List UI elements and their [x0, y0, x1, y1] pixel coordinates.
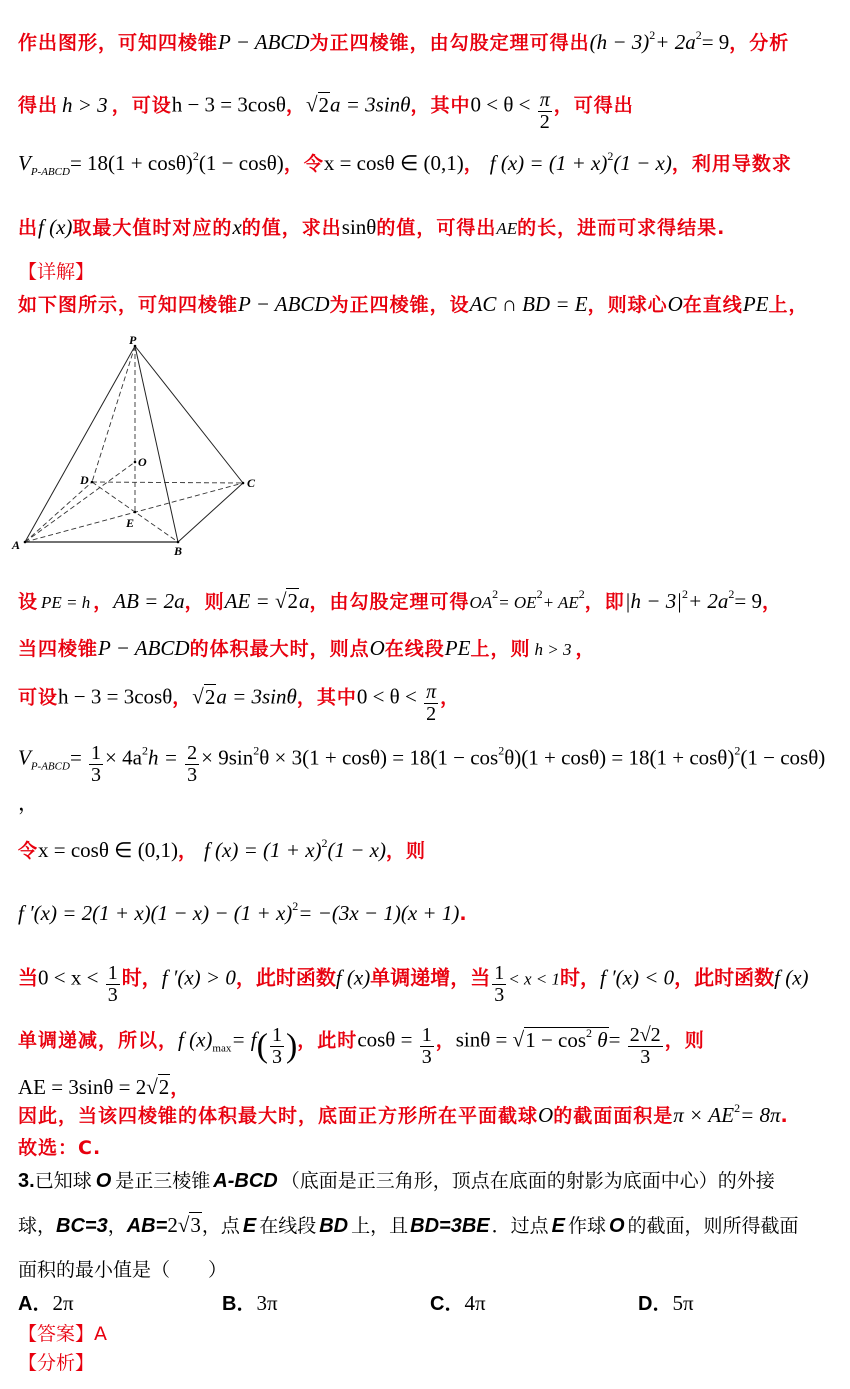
analysis-line-1 [18, 30, 789, 54]
label-B: B [174, 544, 183, 558]
option-label: A． [18, 1293, 53, 1315]
math-symbol: E [551, 1215, 565, 1237]
math-expression: O [667, 292, 683, 316]
right-paren: ) [285, 1027, 298, 1065]
radical-sign-icon: √ [274, 589, 287, 613]
math-expression: h > 3 [62, 92, 108, 117]
math-expression: x [232, 215, 242, 239]
fraction [420, 1025, 434, 1068]
label-D: D [80, 473, 89, 487]
text-segment: 的截面面积是 [553, 1105, 674, 1127]
detail-line-15 [18, 962, 809, 1006]
text-segment: ，利用导数求 [671, 153, 792, 175]
math-expression: + 2a [655, 30, 696, 54]
math-expression: f (x) = (1 + x) [203, 838, 322, 862]
text-segment: 的长，进而可求得结果. [517, 217, 726, 239]
detail-line-12 [18, 791, 39, 815]
numerator: π [539, 89, 550, 111]
numerator: 1 [494, 962, 505, 984]
math-expression: h = [147, 745, 184, 770]
fraction [185, 743, 199, 786]
text-segment: 的截面，则所得截面 [627, 1215, 799, 1237]
numerator: π [426, 681, 437, 703]
analysis-line-4 [18, 215, 725, 239]
question-3-line-2 [18, 1213, 799, 1237]
numerator: 2√2 [629, 1024, 661, 1046]
option-value: 4π [464, 1291, 486, 1315]
math-expression: PE = h [41, 593, 91, 612]
detail-line-9 [18, 636, 595, 660]
superscript: 2 [192, 149, 199, 163]
math-expression: f ′(x) > 0 [161, 965, 236, 990]
text-segment: . [459, 903, 468, 925]
math-expression: × 4a [105, 745, 142, 770]
text-segment: 取最大值时对应的 [72, 217, 233, 239]
text-segment: 在线段 [384, 638, 445, 660]
denominator: 3 [107, 984, 118, 1006]
superscript: 2 [734, 1101, 741, 1115]
superscript: 2 [492, 587, 499, 601]
text-segment: ，可设 [111, 94, 172, 117]
denominator: 3 [640, 1046, 651, 1068]
math-expression: OA [469, 593, 493, 612]
text-segment: ，可得出 [553, 94, 634, 117]
math-symbol: O [608, 1215, 625, 1237]
math-expression: f (x) = (1 + x) [489, 151, 608, 175]
edge-PD [92, 346, 135, 482]
label-O: O [138, 455, 147, 469]
math-expression: (h − 3) [589, 30, 650, 54]
label-C: C [247, 476, 256, 490]
math-expression: h − 3 = 3cosθ [58, 684, 173, 709]
math-expression: = 18(1 + cosθ) [69, 151, 193, 175]
math-expression: sinθ [341, 215, 377, 239]
denominator: 2 [539, 111, 550, 133]
text-segment: ，则球心 [587, 294, 668, 316]
question-3-line-1 [18, 1169, 775, 1193]
edge-PB [135, 346, 178, 542]
math-expression: AE [496, 219, 518, 238]
math-expression: = f [231, 1027, 257, 1052]
text-segment: ， [172, 686, 193, 709]
text-segment: ，此时 [297, 1029, 358, 1052]
text-segment: 的值，可得出 [376, 217, 497, 239]
math-symbol: O [95, 1170, 112, 1192]
math-expression: |h − 3| [624, 589, 682, 613]
square-root [513, 1027, 609, 1052]
detail-line-10 [18, 681, 461, 725]
radical-sign-icon: √ [146, 1075, 158, 1099]
superscript: 2 [498, 743, 505, 758]
radicand-part: θ [592, 1027, 608, 1052]
fraction [106, 963, 120, 1006]
text-segment: ， [170, 1077, 191, 1099]
radicand [524, 1027, 608, 1052]
text-segment: ， [93, 591, 114, 613]
text-segment: 在线段 [259, 1215, 317, 1237]
option-label: D． [638, 1293, 673, 1315]
superscript: 2 [734, 743, 741, 758]
fraction [492, 963, 506, 1006]
numerator: 1 [107, 962, 118, 984]
superscript: 2 [536, 587, 543, 601]
math-expression: 0 < x < [38, 965, 104, 990]
detail-line-18-conclusion [18, 1103, 789, 1127]
math-symbol: E [242, 1215, 257, 1237]
denominator: 2 [426, 703, 437, 725]
fraction [538, 90, 552, 133]
text-segment: 上，则 [470, 638, 531, 660]
math-expression: a = 3sinθ [216, 684, 297, 709]
detail-line-16 [18, 1024, 705, 1068]
option-value: 3π [256, 1291, 278, 1315]
math-expression: x = cosθ ∈ (0,1) [323, 151, 464, 175]
subscript: P-ABCD [30, 166, 70, 178]
text-segment: 时， [560, 965, 600, 990]
left-paren: ( [256, 1027, 268, 1065]
superscript: 2 [578, 587, 585, 601]
edge-PA [25, 346, 135, 542]
denominator: 3 [187, 764, 198, 786]
detail-line-17 [18, 1075, 190, 1099]
text-segment: 时， [121, 965, 162, 990]
square-root [146, 1074, 170, 1099]
text-segment: . [780, 1105, 789, 1127]
pyramid-diagram [0, 325, 280, 565]
math-expression: π × AE [673, 1103, 735, 1127]
superscript: 2 [292, 899, 299, 913]
text-segment: 的值，求出 [241, 217, 342, 239]
superscript: 2 [141, 743, 148, 758]
question-3-line-3 [18, 1258, 227, 1282]
math-expression: (1 − cosθ) [198, 151, 284, 175]
text-segment: ，则 [386, 840, 427, 862]
analysis-line-3 [18, 149, 792, 178]
text-segment: 令 [18, 840, 39, 862]
text-segment: 因此，当该四棱锥的体积最大时，底面正方形所在平面截球 [18, 1105, 539, 1127]
option-c [430, 1291, 486, 1322]
text-segment: ，点 [201, 1215, 240, 1237]
answer-label: 【答案】A [18, 1323, 107, 1345]
text-segment: ，即 [584, 591, 625, 613]
numerator: 1 [421, 1024, 432, 1046]
denominator: 3 [421, 1046, 432, 1068]
denominator: 3 [271, 1046, 282, 1068]
text-segment: 得出 [18, 94, 59, 117]
analysis-heading-line [18, 1351, 94, 1375]
text-segment: ．过点 [491, 1215, 549, 1237]
text-segment: 已知球 [34, 1170, 92, 1192]
text-segment: 当 [18, 965, 38, 990]
option-label: B． [222, 1293, 257, 1315]
text-segment: ，此时函数 [235, 965, 336, 990]
superscript: 2 [586, 1025, 593, 1040]
text-segment: 的体积最大时，则点 [189, 638, 370, 660]
subscript: max [212, 1042, 232, 1055]
text-segment: 单调递增，当 [370, 965, 491, 990]
text-segment: 为正四棱锥，设 [329, 294, 470, 316]
answer-options [18, 1291, 818, 1315]
section-heading: 【分析】 [18, 1352, 95, 1374]
detail-line-6 [18, 292, 808, 316]
text-segment: ， [177, 840, 198, 862]
text-segment: ，分析 [729, 32, 790, 54]
label-E: E [126, 516, 135, 530]
text-segment: ， [575, 638, 596, 660]
math-symbol: BC=3 [56, 1215, 108, 1237]
option-label: C． [430, 1293, 465, 1315]
text-segment: ， [285, 94, 306, 117]
superscript: 2 [253, 743, 260, 758]
math-expression: < x < 1 [508, 969, 560, 989]
math-expression: AB = 2a [113, 589, 185, 613]
radicand: 2 [318, 92, 329, 117]
radical-sign-icon: √ [192, 684, 204, 709]
text-segment: 如下图所示，可知四棱锥 [18, 294, 239, 316]
math-expression: AC ∩ BD = E [469, 292, 588, 316]
text-segment: 面积的最小值是（ ） [18, 1259, 228, 1281]
math-expression: = OE [498, 593, 537, 612]
punctuation: ， [18, 791, 39, 815]
math-expression: PE [444, 636, 471, 660]
math-expression: 2 [167, 1213, 178, 1237]
text-segment: ，其中 [410, 94, 471, 117]
math-expression: = 9 [701, 30, 730, 54]
detail-line-19-choice [18, 1136, 101, 1160]
fraction [424, 682, 438, 725]
analysis-line-2 [18, 89, 634, 133]
math-symbol: AB= [126, 1215, 168, 1237]
radicand: 2 [158, 1075, 170, 1099]
option-b [222, 1291, 278, 1322]
denominator: 3 [91, 764, 102, 786]
text-segment: 上，且 [351, 1215, 409, 1237]
edge-DC [92, 482, 243, 483]
superscript: 2 [607, 149, 614, 163]
question-number: 3. [18, 1170, 35, 1192]
denominator: 3 [494, 984, 505, 1006]
text-segment: ，令 [283, 153, 324, 175]
math-expression: = −(3x − 1)(x + 1) [298, 901, 460, 925]
fraction [89, 743, 103, 786]
math-expression: P − ABCD [238, 292, 330, 316]
math-symbol: BD [319, 1215, 349, 1237]
radical-sign-icon: √ [512, 1027, 525, 1052]
text-segment: ，则 [664, 1029, 705, 1052]
radicand-part: 1 − cos [525, 1027, 587, 1052]
math-expression: 0 < θ < [470, 92, 536, 117]
math-expression: (1 − cosθ) [740, 745, 826, 770]
math-expression: θ)(1 + cosθ) = 18(1 + cosθ) [504, 745, 735, 770]
math-expression: + 2a [687, 589, 729, 613]
text-segment: 在直线 [682, 294, 743, 316]
option-value: 2π [52, 1291, 74, 1315]
math-expression: P − ABCD [218, 30, 310, 54]
label-P: P [129, 333, 137, 347]
text-segment: 是正三棱锥 [115, 1170, 211, 1192]
math-expression: h > 3 [534, 640, 572, 659]
math-expression: PE [742, 292, 769, 316]
fraction [270, 1025, 284, 1068]
math-expression: sinθ = [455, 1027, 513, 1052]
text-segment: 为正四棱锥，由勾股定理可得出 [309, 32, 590, 54]
text-segment: 作出图形，可知四棱锥 [18, 32, 219, 54]
option-d [638, 1291, 694, 1322]
math-symbol: A-BCD [213, 1170, 278, 1192]
text-segment: ，其中 [296, 686, 357, 709]
math-expression: (1 − x) [327, 838, 386, 862]
math-expression: h − 3 = 3cosθ [171, 92, 286, 117]
square-root [192, 684, 216, 709]
text-segment: 作球 [567, 1215, 606, 1237]
math-expression: V [18, 151, 31, 175]
radicand: 2 [204, 684, 216, 709]
text-segment: ， [463, 153, 484, 175]
text-segment: ，则 [184, 591, 225, 613]
edge-PC [135, 346, 243, 483]
text-segment: 当四棱锥 [18, 638, 99, 660]
numerator: 2 [187, 742, 198, 764]
text-segment: 上， [768, 294, 809, 316]
detail-line-8 [18, 589, 782, 613]
radical-sign-icon: √ [177, 1213, 190, 1237]
text-segment: ，由勾股定理可得 [309, 591, 470, 613]
radicand: 2 [287, 589, 298, 613]
math-expression: θ × 3(1 + cosθ) = 18(1 − cos [259, 745, 499, 770]
math-expression: = [608, 1027, 626, 1052]
math-expression: a [298, 589, 310, 613]
answer-line [18, 1322, 107, 1346]
math-expression: AE = 3sinθ = 2 [18, 1075, 147, 1099]
math-expression: f ′(x) = 2(1 + x)(1 − x) − (1 + x) [18, 901, 293, 925]
text-segment: ，此时函数 [674, 965, 775, 990]
superscript: 2 [321, 836, 328, 850]
option-value: 5π [672, 1291, 694, 1315]
subscript: P-ABCD [30, 760, 70, 773]
math-expression: = 9 [734, 589, 762, 613]
fraction [628, 1025, 663, 1068]
text-segment: 可设 [18, 686, 59, 709]
math-expression: = 8π [740, 1103, 781, 1127]
math-expression: = [69, 745, 88, 770]
superscript: 2 [681, 587, 688, 601]
math-expression: cosθ = [357, 1027, 418, 1052]
math-expression: x = cosθ ∈ (0,1) [38, 838, 178, 862]
math-expression: V [18, 745, 31, 770]
numerator: 1 [91, 742, 102, 764]
selected-choice-text: 故选：C. [18, 1137, 102, 1159]
option-a [18, 1291, 74, 1322]
text-segment: ， [440, 686, 461, 709]
math-expression: AE = [224, 589, 275, 613]
square-root [275, 588, 299, 613]
math-expression: × 9sin [201, 745, 254, 770]
math-expression: f (x) [178, 1027, 213, 1052]
math-expression: f (x) [335, 965, 371, 990]
text-segment: 出 [18, 217, 39, 239]
label-A: A [12, 538, 21, 552]
square-root [178, 1212, 202, 1237]
math-expression: 0 < θ < [356, 684, 423, 709]
radical-sign-icon: √ [305, 92, 318, 117]
radicand: 3 [190, 1213, 201, 1237]
math-symbol: BD=3BE [410, 1215, 490, 1237]
detail-line-14-derivative [18, 901, 468, 925]
numerator: 1 [271, 1024, 282, 1046]
math-expression: f (x) [38, 215, 73, 239]
text-segment: 设 [18, 591, 39, 613]
math-expression: f (x) [774, 965, 809, 990]
superscript: 2 [649, 28, 656, 42]
square-root [306, 92, 330, 117]
text-segment: ， [762, 591, 783, 613]
text-segment: 单调递减，所以， [18, 1029, 179, 1052]
math-expression: + AE [542, 593, 579, 612]
math-expression: P − ABCD [98, 636, 190, 660]
math-expression: O [538, 1103, 554, 1127]
text-segment: （底面是正三角形，顶点在底面的射影为底面中心）的外接 [280, 1170, 775, 1192]
section-heading: 【详解】 [18, 261, 95, 283]
math-expression: f ′(x) < 0 [600, 965, 675, 990]
detail-line-13 [18, 838, 426, 862]
text-segment: ， [107, 1215, 127, 1237]
superscript: 2 [728, 587, 735, 601]
detail-heading [18, 260, 94, 284]
math-expression: (1 − x) [613, 151, 672, 175]
superscript: 2 [695, 28, 702, 42]
math-expression: O [369, 636, 385, 660]
math-expression: a = 3sinθ [330, 92, 411, 117]
text-segment: 球， [18, 1215, 57, 1237]
text-segment: ， [435, 1029, 456, 1052]
detail-line-11-volume [18, 742, 826, 786]
